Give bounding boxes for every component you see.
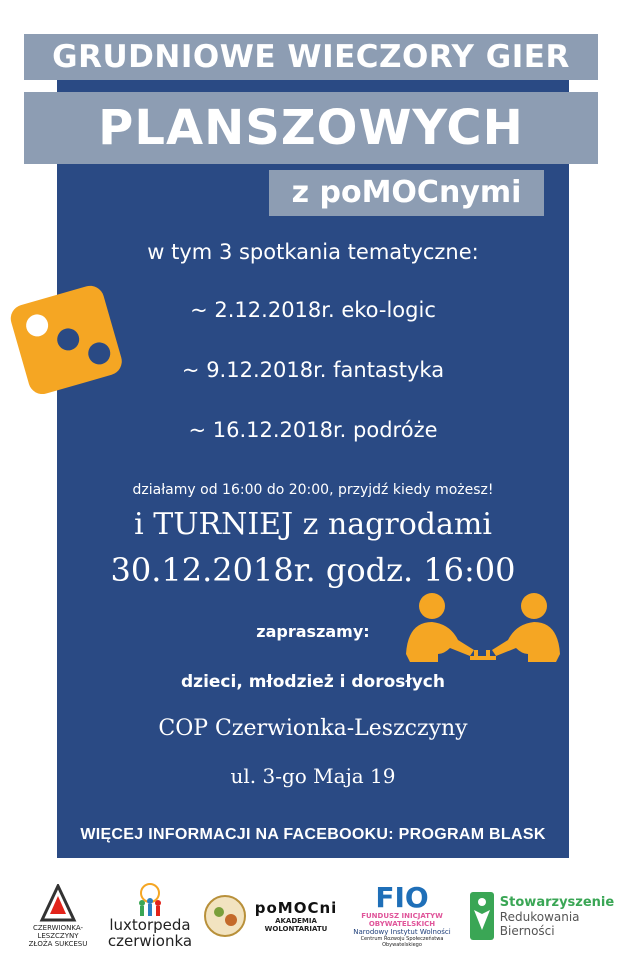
venue-text: COP Czerwionka-Leszczyny <box>158 716 468 741</box>
czerwionka-logo <box>18 872 98 960</box>
stowarzyszenie-line-1: Stowarzyszenie <box>499 894 615 910</box>
pomocni-tagline: AKADEMIA WOLONTARIATU <box>264 917 328 933</box>
luxtorpeda-logo <box>100 872 200 960</box>
czerwionka-line-2: ZŁOŻA SUKCESU <box>28 940 88 948</box>
subtitle: w tym 3 spotkania tematyczne: <box>147 240 479 264</box>
pomocni-name: poMOCni <box>254 899 338 917</box>
stowarzyszenie-line-2: Redukowania <box>499 909 580 924</box>
stowarzyszenie-line-3: Bierności <box>499 923 555 938</box>
opening-hours: działamy od 16:00 do 20:00, przyjdź kiedy możesz! <box>132 482 494 498</box>
fio-logo <box>342 872 462 960</box>
players-icon <box>398 592 568 668</box>
title-line-1: GRUDNIOWE WIECZORY GIER <box>24 34 598 80</box>
luxtorpeda-line-1: luxtorpeda <box>109 916 191 934</box>
fio-line-3: Centrum Rozwoju Społeczeństwa Obywatelskiego <box>360 936 444 948</box>
stowarzyszenie-figure-icon <box>468 890 496 942</box>
invite-text: zapraszamy: <box>256 622 370 641</box>
stowarzyszenie-logo <box>466 872 616 960</box>
tournament-line-2: 30.12.2018r. godz. 16:00 <box>110 551 516 589</box>
fio-name: FIO <box>375 881 429 914</box>
title-line-3: z poMOCnymi <box>269 170 544 216</box>
czerwionka-emblem-icon <box>38 884 78 924</box>
title-line-2: PLANSZOWYCH <box>24 92 598 164</box>
date-item-3: ~ 16.12.2018r. podróże <box>188 418 438 442</box>
pomocni-logo <box>250 872 342 960</box>
luxtorpeda-line-2: czerwionka <box>107 932 193 950</box>
sponsor-logos <box>0 872 621 960</box>
fio-line-1: FUNDUSZ INICJATYW OBYWATELSKICH <box>361 912 443 928</box>
fio-line-2: Narodowy Instytut Wolności <box>353 928 451 936</box>
czerwionka-line-1: CZERWIONKA-LESZCZYNY <box>32 924 84 940</box>
dice-icon <box>4 284 128 398</box>
luxtorpeda-people-icon <box>132 883 168 917</box>
street-text: ul. 3-go Maja 19 <box>230 764 396 788</box>
date-item-2: ~ 9.12.2018r. fantastyka <box>181 358 445 382</box>
round-emblem-logo <box>202 872 248 960</box>
audience-text: dzieci, młodzież i dorosłych <box>181 672 445 692</box>
tournament-line-1: i TURNIEJ z nagrodami <box>134 507 492 542</box>
date-item-1: ~ 2.12.2018r. eko-logic <box>190 298 436 322</box>
more-info: WIĘCEJ INFORMACJI NA FACEBOOKU: PROGRAM BLASK <box>80 826 546 843</box>
round-emblem-icon <box>203 894 247 938</box>
